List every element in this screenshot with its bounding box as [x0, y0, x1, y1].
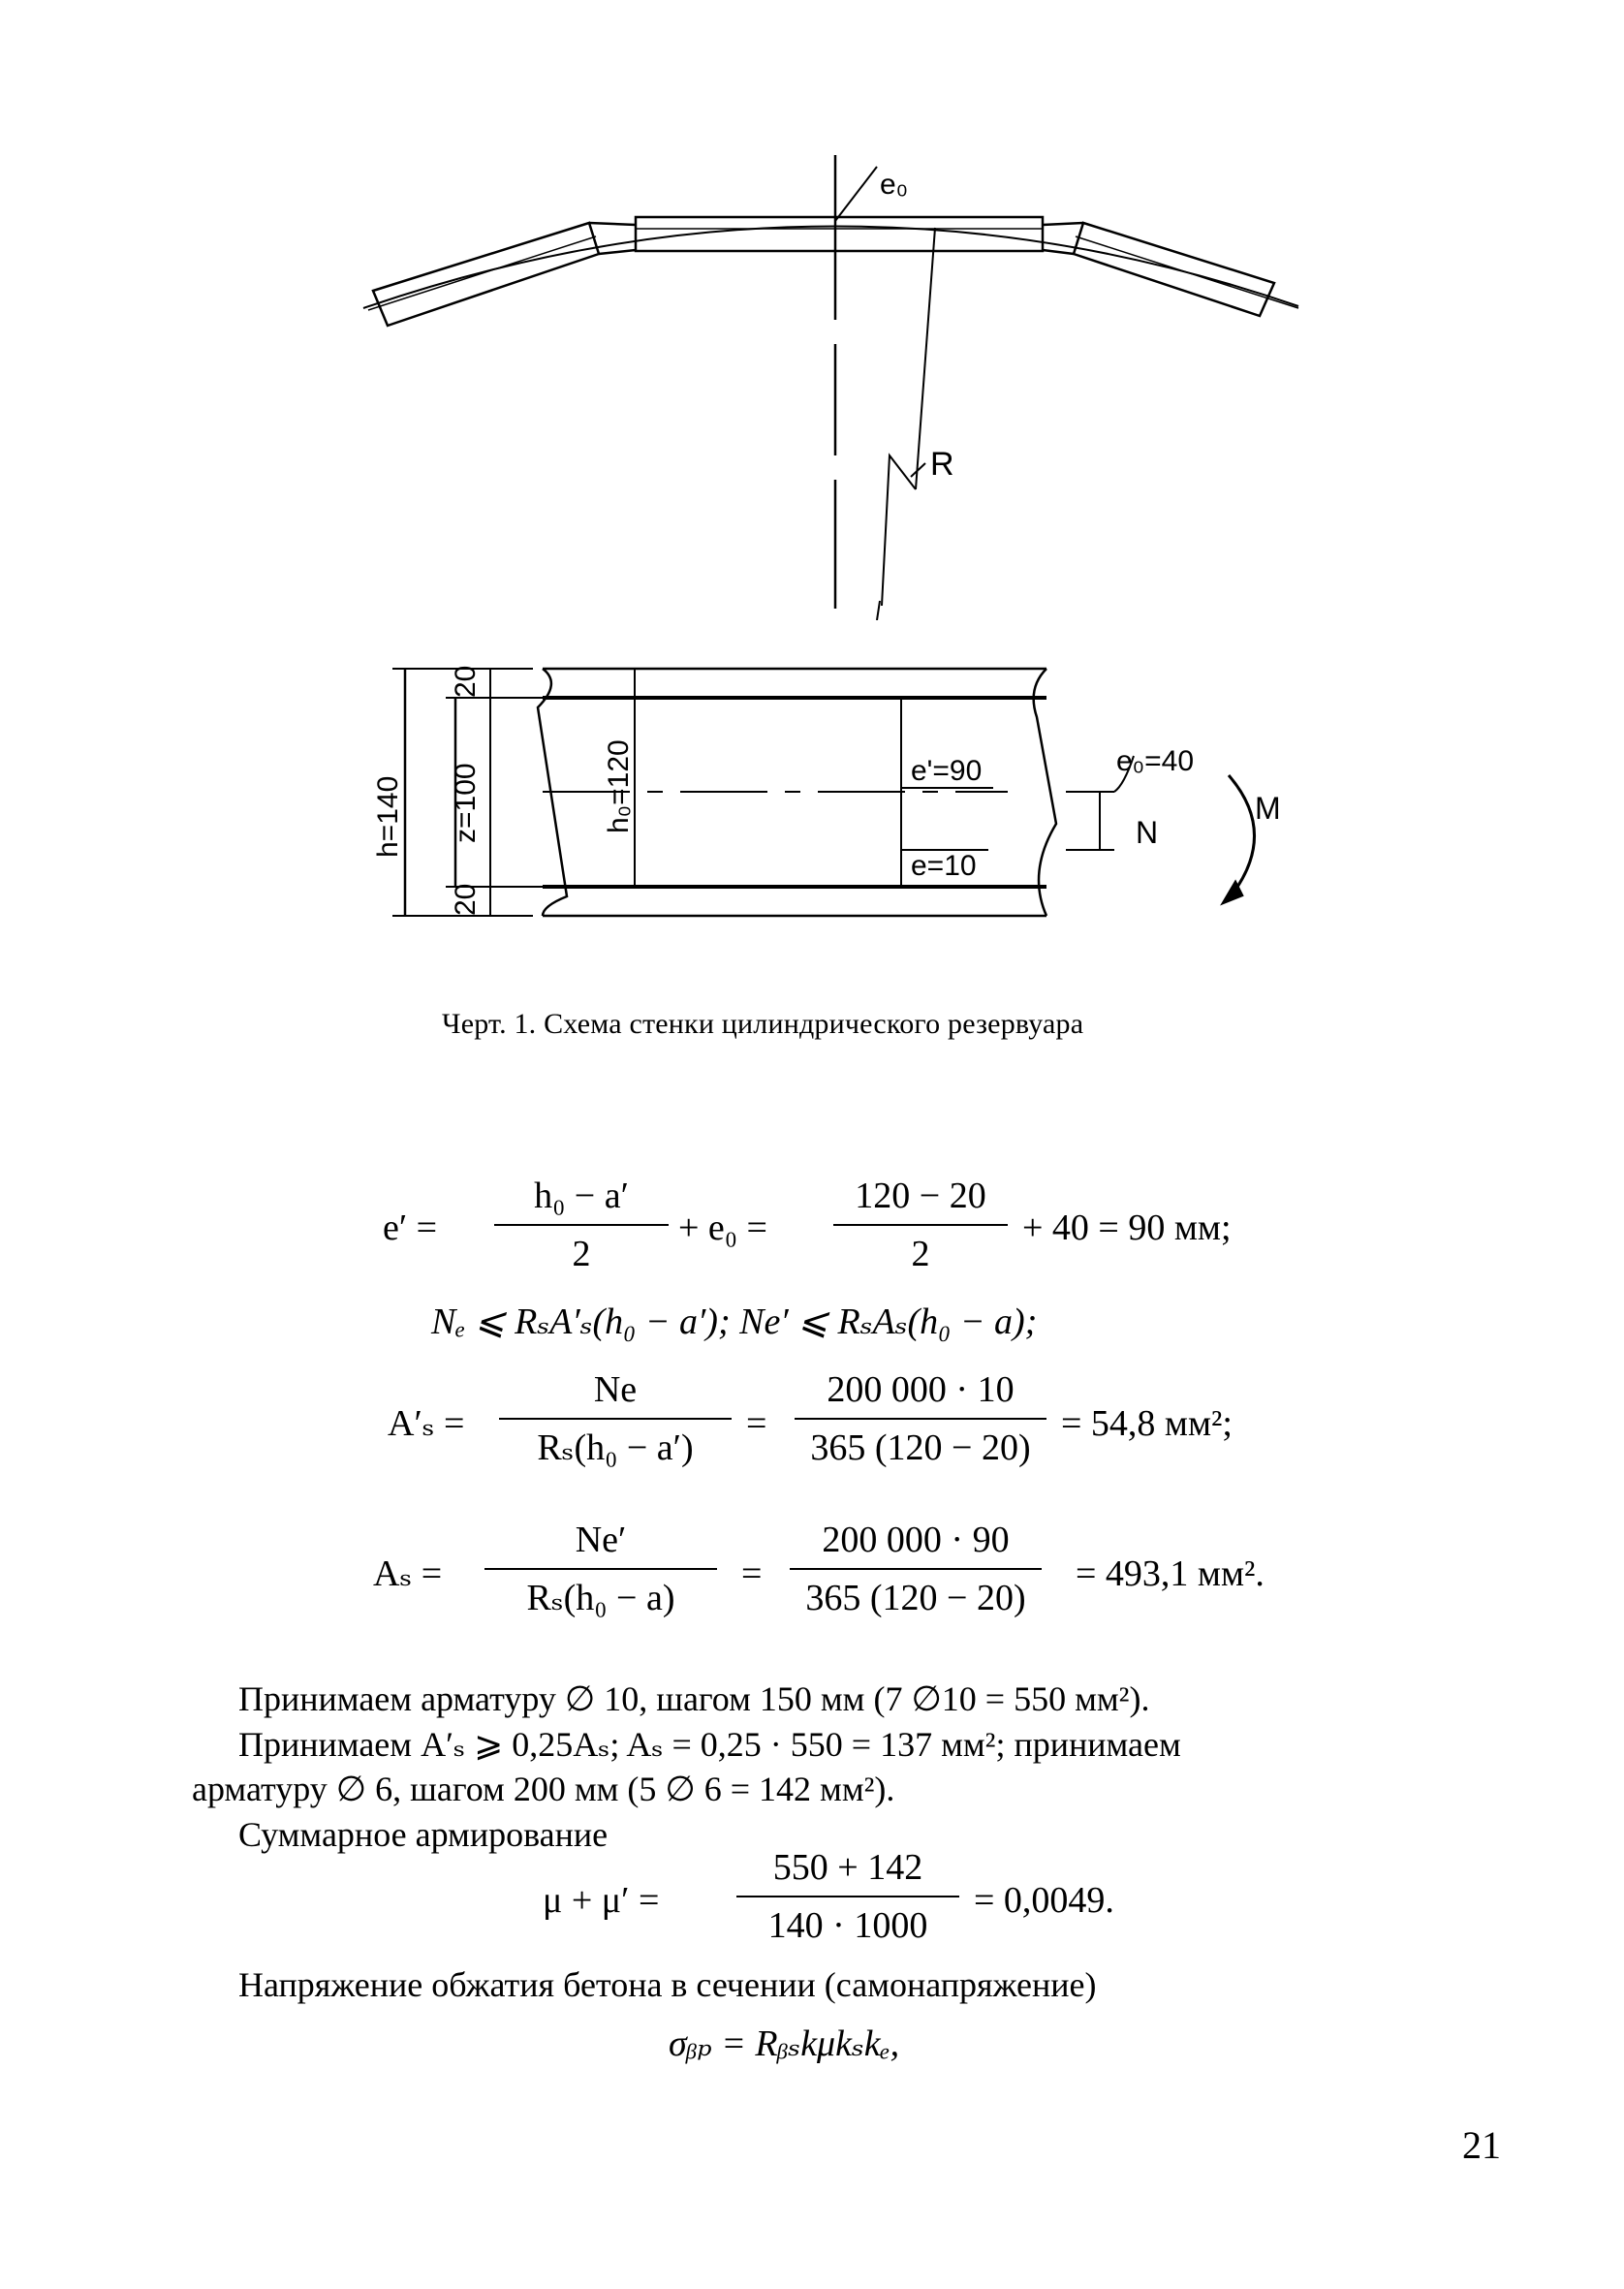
eq-as-prime-eq: = [746, 1403, 767, 1444]
label-z: z=100 [450, 763, 482, 843]
eq-as-prime-frac2-den: 365 (120 − 20) [795, 1418, 1046, 1466]
eq-eprime-lhs: e′ = [383, 1207, 438, 1248]
label-e0-right: e₀=40 [1116, 745, 1195, 777]
eq-as-rhs: = 493,1 мм². [1076, 1553, 1265, 1594]
eq-as-prime-frac2-num: 200 000 · 10 [827, 1369, 1015, 1410]
eq-as-frac1 [484, 1521, 717, 1616]
paragraph-total-reinforcement: Суммарное армирование [238, 1815, 609, 1854]
eq-eprime-frac2 [833, 1177, 1008, 1272]
figure-section [0, 649, 1624, 959]
eq-as-frac1-den: Rₛ(h₀ − a) [484, 1568, 717, 1616]
eq-as-prime-lhs: A′ₛ = [388, 1403, 465, 1444]
figure-arch [0, 0, 1624, 620]
eq-eprime-mid: + e₀ = [678, 1207, 767, 1248]
eq-eprime-frac2-num: 120 − 20 [855, 1176, 986, 1216]
eq-as-frac2-den: 365 (120 − 20) [790, 1568, 1042, 1616]
paragraph-reinforcement-1: Принимаем арматуру ∅ 10, шагом 150 мм (7 ∅10 = 550 мм²). [238, 1679, 1150, 1718]
eq-as-frac2 [790, 1521, 1042, 1616]
label-cover-bottom: 20 [450, 883, 482, 916]
label-radius: R [930, 446, 954, 483]
eq-mu-lhs: μ + μ′ = [543, 1880, 660, 1921]
eq-mu-frac [736, 1849, 959, 1944]
eq-mu-frac-den: 140 · 1000 [736, 1896, 959, 1944]
eq-eprime-frac1-den: 2 [494, 1224, 669, 1272]
figure-caption: Черт. 1. Схема стенки цилиндрического резервуара [442, 1008, 1084, 1040]
eq-as-frac1-num: Ne′ [575, 1520, 627, 1560]
eq-eprime-frac1 [494, 1177, 669, 1272]
eq-as-prime-frac1 [499, 1371, 732, 1466]
label-e0-top: e₀ [880, 169, 909, 201]
label-moment-m: M [1255, 791, 1281, 826]
eq-as-prime-frac1-num: Ne [593, 1369, 638, 1410]
eq-as-eq: = [741, 1553, 763, 1594]
eq-as-frac2-num: 200 000 · 90 [822, 1520, 1010, 1560]
eq-eprime-frac1-num: h₀ − a′ [534, 1176, 629, 1216]
eq-sigma: σᵦₚ = Rᵦₛkμkₛkₑ, [669, 2023, 900, 2064]
label-e-prime: e'=90 [911, 755, 983, 787]
eq-as-prime-frac2 [795, 1371, 1046, 1466]
eq-eprime-rhs: + 40 = 90 мм; [1022, 1207, 1232, 1248]
page-number: 21 [1462, 2123, 1501, 2167]
eq-as-prime-rhs: = 54,8 мм²; [1061, 1403, 1233, 1444]
label-e: e=10 [911, 850, 977, 882]
paragraph-prestress: Напряжение обжатия бетона в сечении (самонапряжение) [238, 1965, 1097, 2004]
eq-eprime-frac2-den: 2 [833, 1224, 1008, 1272]
eq-as-lhs: Aₛ = [373, 1553, 443, 1594]
eq-conditions: Nₑ ⩽ RₛA′ₛ(h₀ − a′); Ne′ ⩽ RₛAₛ(h₀ − a); [431, 1301, 1038, 1342]
label-cover-top: 20 [450, 665, 482, 698]
paragraph-reinforcement-2a: Принимаем A′ₛ ⩾ 0,25Aₛ; Aₛ = 0,25 · 550 = 137 мм²; принимаем [238, 1725, 1181, 1764]
label-h0: h₀=120 [603, 739, 635, 833]
label-h: h=140 [372, 775, 404, 858]
paragraph-reinforcement-2b: арматуру ∅ 6, шагом 200 мм (5 ∅ 6 = 142 мм²). [192, 1770, 895, 1808]
eq-mu-frac-num: 550 + 142 [772, 1847, 923, 1888]
eq-mu-rhs: = 0,0049. [974, 1880, 1114, 1921]
eq-as-prime-frac1-den: Rₛ(h₀ − a′) [499, 1418, 732, 1466]
label-force-n: N [1136, 815, 1159, 850]
